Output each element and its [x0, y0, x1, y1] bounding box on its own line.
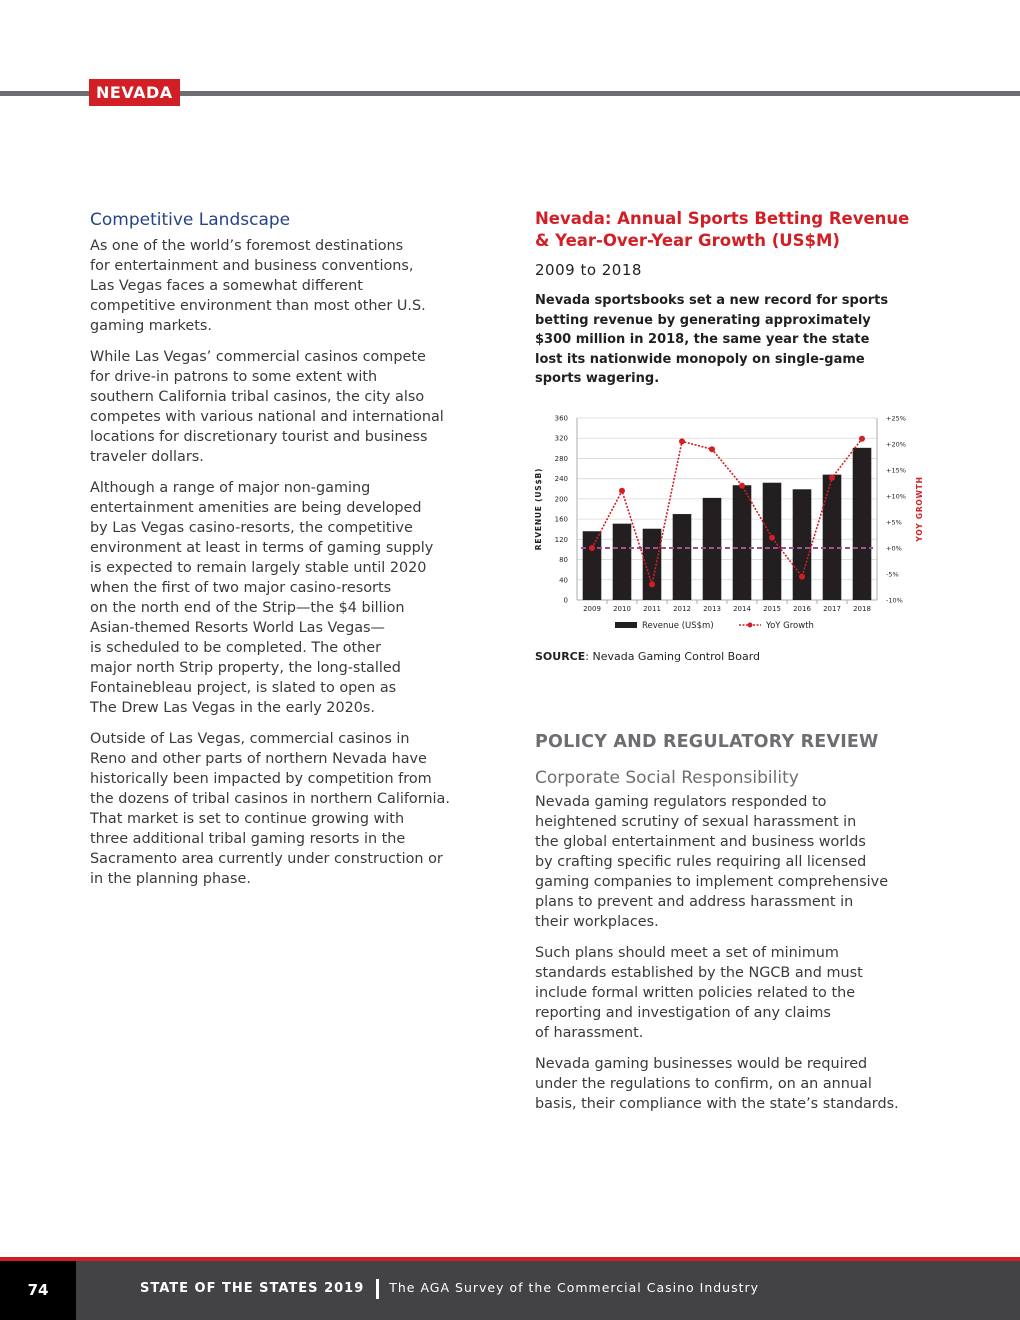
policy-section [535, 732, 930, 1125]
page-number: 74 [0, 1261, 76, 1320]
description-line: sports wagering. [535, 371, 660, 386]
y2-tick-label: +25% [886, 414, 906, 423]
text-line: by crafting specific rules requiring all licensed [535, 854, 867, 870]
legend-swatch-revenue [615, 622, 637, 628]
y2-tick-label: +20% [886, 440, 906, 449]
y-tick-label: 240 [554, 475, 568, 484]
yoy-growth-point [619, 488, 625, 494]
text-line: That market is set to continue growing with [90, 811, 405, 827]
left-column [90, 208, 490, 900]
description-line: betting revenue by generating approximately [535, 312, 871, 328]
text-line: southern California tribal casinos, the city also [90, 389, 425, 405]
text-line: in the planning phase. [90, 871, 251, 887]
publication-title: STATE OF THE STATES 2019 [140, 1281, 365, 1296]
x-tick-label: 2015 [763, 605, 781, 613]
yoy-growth-point [859, 436, 865, 442]
competitive-landscape-heading: Competitive Landscape [90, 210, 291, 230]
text-line: gaming companies to implement comprehensive [535, 874, 889, 890]
state-tag: NEVADA [89, 79, 180, 106]
right-column [534, 208, 930, 1112]
paragraph [535, 1054, 930, 1114]
revenue-bar [793, 489, 812, 600]
yoy-growth-point [649, 581, 655, 587]
text-line: Nevada gaming businesses would be required [535, 1056, 868, 1072]
yoy-growth-point [799, 574, 805, 580]
yoy-growth-point [739, 483, 745, 489]
y2-tick-label: +5% [886, 518, 902, 527]
policy-paragraphs [535, 792, 930, 1114]
paragraph [90, 478, 490, 718]
left-paragraphs [90, 236, 490, 889]
description-line: lost its nationwide monopoly on single-game [535, 351, 865, 367]
publication-subtitle: The AGA Survey of the Commercial Casino Industry [389, 1280, 760, 1295]
y-tick-label: 40 [559, 576, 568, 585]
text-line: for drive-in patrons to some extent with [90, 369, 378, 385]
text-line: basis, their compliance with the state’s standards. [535, 1096, 899, 1112]
y-axis-title: REVENUE (US$B) [534, 467, 543, 551]
policy-heading: POLICY AND REGULATORY REVIEW [535, 732, 879, 752]
text-line: include formal written policies related to the [535, 985, 856, 1001]
y2-axis-title: YOY GROWTH [915, 476, 924, 542]
revenue-bar [733, 485, 752, 600]
source-label: SOURCE [535, 650, 586, 663]
text-line: under the regulations to confirm, on an annual [535, 1076, 872, 1092]
text-line: is expected to remain largely stable until 2020 [90, 560, 427, 576]
y2-tick-label: +0% [886, 544, 902, 553]
text-line: when the first of two major casino-resorts [90, 580, 392, 596]
text-line: Fontainebleau project, is slated to open as [90, 680, 397, 696]
text-line: major north Strip property, the long-stalled [90, 660, 401, 676]
yoy-growth-point [829, 475, 835, 481]
yoy-growth-point [589, 545, 595, 551]
x-tick-label: 2014 [733, 605, 751, 613]
text-line: standards established by the NGCB and must [535, 965, 863, 981]
chart-title-line-1: Nevada: Annual Sports Betting Revenue [535, 209, 910, 228]
footer-separator [376, 1279, 379, 1299]
sports-betting-chart [535, 406, 930, 636]
text-line: by Las Vegas casino-resorts, the competitive [90, 520, 413, 536]
chart-description [535, 291, 930, 389]
text-line: three additional tribal gaming resorts in the [90, 831, 406, 847]
y2-tick-label: +10% [886, 492, 906, 501]
text-line: the dozens of tribal casinos in northern California. [90, 791, 450, 807]
text-line: of harassment. [535, 1025, 644, 1041]
text-line: While Las Vegas’ commercial casinos compete [90, 349, 426, 365]
description-line: Nevada sportsbooks set a new record for sports [535, 293, 889, 308]
text-line: on the north end of the Strip—the $4 billion [90, 600, 405, 616]
yoy-growth-point [679, 438, 685, 444]
paragraph [90, 236, 490, 336]
y-tick-label: 360 [554, 414, 568, 423]
y2-tick-label: +15% [886, 466, 906, 475]
x-tick-label: 2012 [673, 605, 691, 613]
x-tick-label: 2018 [853, 605, 871, 613]
text-line: is scheduled to be completed. The other [90, 640, 382, 656]
x-tick-label: 2011 [643, 605, 661, 613]
y-tick-label: 0 [563, 596, 568, 605]
legend-swatch-growth-point [748, 623, 753, 628]
footer-text [140, 1278, 759, 1299]
text-line: gaming markets. [90, 318, 212, 334]
text-line: plans to prevent and address harassment in [535, 894, 854, 910]
paragraph [535, 943, 930, 1043]
csr-subheading: Corporate Social Responsibility [535, 768, 799, 788]
text-line: traveler dollars. [90, 449, 204, 465]
yoy-growth-line [592, 439, 862, 585]
text-line: their workplaces. [535, 914, 659, 930]
text-line: the global entertainment and business worlds [535, 834, 866, 850]
revenue-bar [763, 483, 782, 600]
chart-title-line-2: & Year-Over-Year Growth (US$M) [535, 231, 840, 250]
text-line: Nevada gaming regulators responded to [535, 794, 827, 810]
text-line: for entertainment and business conventions, [90, 258, 414, 274]
text-line: entertainment amenities are being developed [90, 500, 422, 516]
footer [0, 1261, 1020, 1320]
text-line: Asian-themed Resorts World Las Vegas— [90, 620, 385, 636]
text-line: historically been impacted by competition from [90, 771, 432, 787]
text-line: environment at least in terms of gaming supply [90, 540, 434, 556]
text-line: reporting and investigation of any claims [535, 1005, 831, 1021]
paragraph [535, 792, 930, 932]
paragraph [90, 347, 490, 467]
y2-tick-label: -5% [886, 570, 899, 579]
chart-source [535, 650, 760, 663]
chart-svg [535, 406, 930, 636]
text-line: competitive environment than most other U.S. [90, 298, 426, 314]
x-tick-label: 2017 [823, 605, 841, 613]
revenue-bar [853, 448, 872, 600]
text-line: Outside of Las Vegas, commercial casinos in [90, 731, 410, 747]
legend-label-growth: YoY Growth [766, 621, 814, 631]
text-line: Such plans should meet a set of minimum [535, 945, 839, 961]
text-line: competes with various national and international [90, 409, 444, 425]
x-tick-label: 2016 [793, 605, 811, 613]
text-line: heightened scrutiny of sexual harassment in [535, 814, 857, 830]
legend-label-revenue: Revenue (US$m) [642, 621, 714, 631]
y-tick-label: 120 [554, 535, 568, 544]
x-tick-label: 2009 [583, 605, 601, 613]
y-tick-label: 80 [559, 556, 568, 565]
y-tick-label: 200 [554, 495, 568, 504]
chart-title [535, 208, 930, 252]
source-text: : Nevada Gaming Control Board [585, 650, 761, 663]
text-line: Las Vegas faces a somewhat different [90, 278, 363, 294]
text-line: The Drew Las Vegas in the early 2020s. [90, 700, 375, 716]
y2-tick-label: -10% [886, 596, 903, 605]
text-line: Sacramento area currently under construction or [90, 851, 443, 867]
text-line: Although a range of major non-gaming [90, 480, 371, 496]
revenue-bar [583, 531, 602, 600]
y-tick-label: 320 [554, 434, 568, 443]
y-tick-label: 160 [554, 515, 568, 524]
revenue-bar [673, 514, 692, 600]
revenue-bar [613, 524, 632, 600]
revenue-bar [823, 475, 842, 600]
description-line: $300 million in 2018, the same year the state [535, 332, 870, 347]
y-tick-label: 280 [554, 454, 568, 463]
x-tick-label: 2010 [613, 605, 631, 613]
paragraph [90, 729, 490, 889]
text-line: locations for discretionary tourist and business [90, 429, 428, 445]
x-tick-label: 2013 [703, 605, 721, 613]
text-line: Reno and other parts of northern Nevada have [90, 751, 427, 767]
chart-subtitle: 2009 to 2018 [535, 261, 642, 279]
yoy-growth-point [769, 535, 775, 541]
yoy-growth-point [709, 446, 715, 452]
text-line: As one of the world’s foremost destinations [90, 238, 404, 254]
